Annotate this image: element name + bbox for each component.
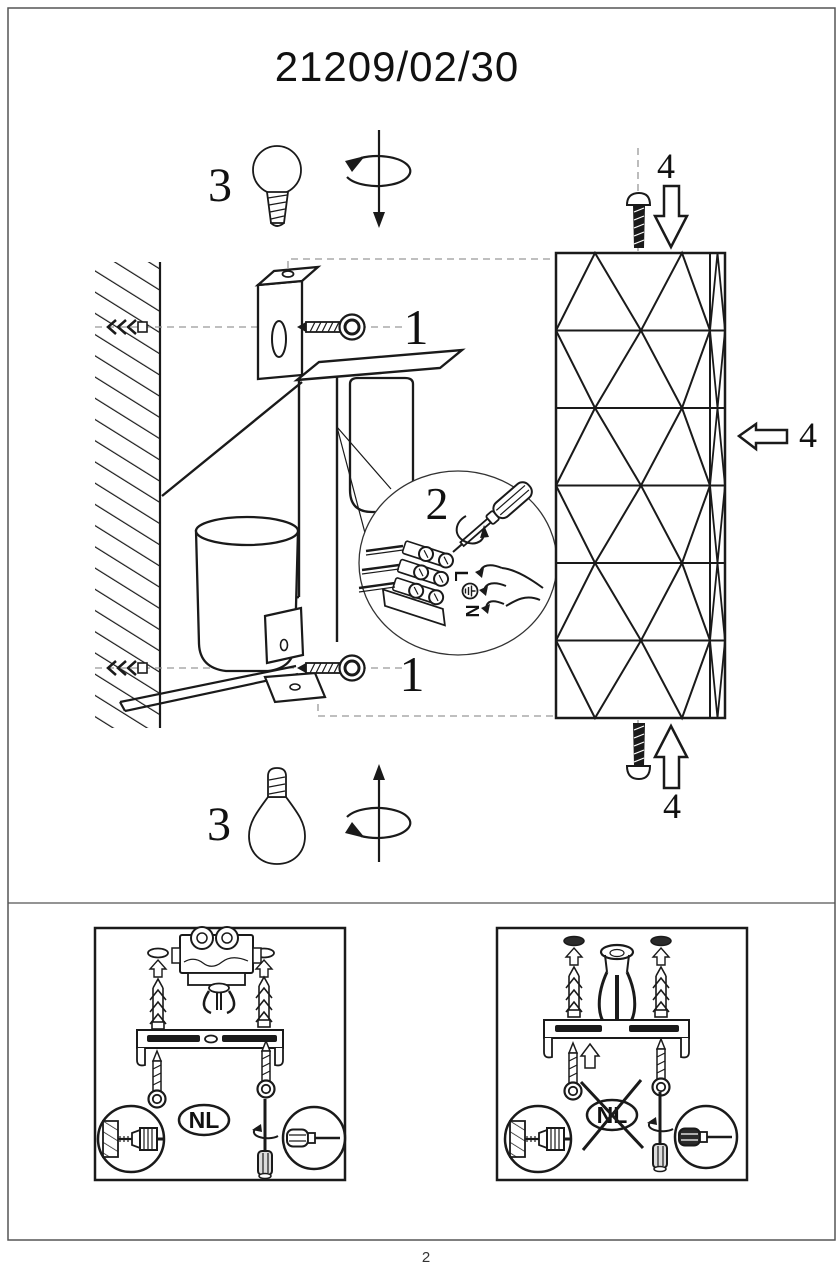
wall-plug-icon [653,967,669,1017]
screw-icon [565,1043,582,1100]
wall-plug-icon [566,967,582,1017]
step4-side-label: 4 [799,415,817,455]
live-label: L [451,570,471,582]
rotate-screw-icon [345,130,410,228]
drill-hole-mark [148,949,168,958]
arrow-left-icon [739,424,787,449]
mounting-rail-icon [544,1020,689,1057]
bulb-icon [249,768,305,864]
country-label: NL [596,1102,628,1128]
step4-bottom-label: 4 [663,786,681,826]
screw-icon [653,1039,670,1096]
page-number: 2 [421,1249,431,1266]
step3-bottom-label: 3 [207,798,231,851]
screwdriver-icon [283,1107,345,1169]
country-label: NL [188,1107,220,1133]
wiring-detail [359,471,557,655]
cable-clamp-icon [599,945,634,1028]
screw-icon [258,1041,275,1098]
up-arrow-icon [653,948,669,965]
up-arrow-icon [566,948,582,965]
product-code-title: 21209/02/30 [274,43,520,90]
screwdriver-vertical-icon [647,1092,673,1172]
wall-plug-icon [150,979,166,1029]
shade-push-side [739,415,817,455]
diffuser-shade [556,253,725,718]
shade-fixing-top [627,146,687,248]
shade-fixing-bottom [627,723,687,826]
screwdriver-icon [675,1106,737,1168]
mounting-bracket-bottom [265,608,325,702]
up-arrow-icon [581,1044,599,1068]
drill-icon [505,1106,571,1172]
bulb-step-bottom [207,764,410,864]
wall-plug-icon [256,977,272,1027]
country-badge [179,1105,229,1135]
arrow-up-icon [655,726,687,788]
step1-top-label: 1 [403,299,429,355]
drill-icon [98,1106,164,1172]
wall-section [95,262,160,728]
drill-hole-mark-filled [564,937,584,946]
step4-top-label: 4 [657,146,675,186]
panel-right-not-nl [497,928,747,1180]
screw-icon-bracket-top [297,315,365,340]
top-arm-plate [297,350,462,380]
arrow-down-icon [655,186,687,247]
screw-icon-top [627,193,650,248]
screw-icon-bottom [627,723,650,779]
junction-box-icon [172,927,261,1013]
up-arrow-icon [150,960,166,977]
neutral-label: N [462,604,482,618]
panel-left-nl [95,927,345,1180]
rotate-unscrew-icon [345,764,410,862]
step1-bottom-label: 1 [399,646,425,702]
assembly-diagram [95,130,817,864]
step2-label: 2 [425,478,449,529]
bulb-step-top [208,130,410,228]
screw-icon [149,1051,166,1108]
bulb-icon [253,146,301,226]
screwdriver-vertical-icon [252,1099,278,1179]
step3-top-label: 3 [208,159,232,212]
drill-hole-mark-filled [651,937,671,946]
country-badge-crossed [581,1080,643,1150]
